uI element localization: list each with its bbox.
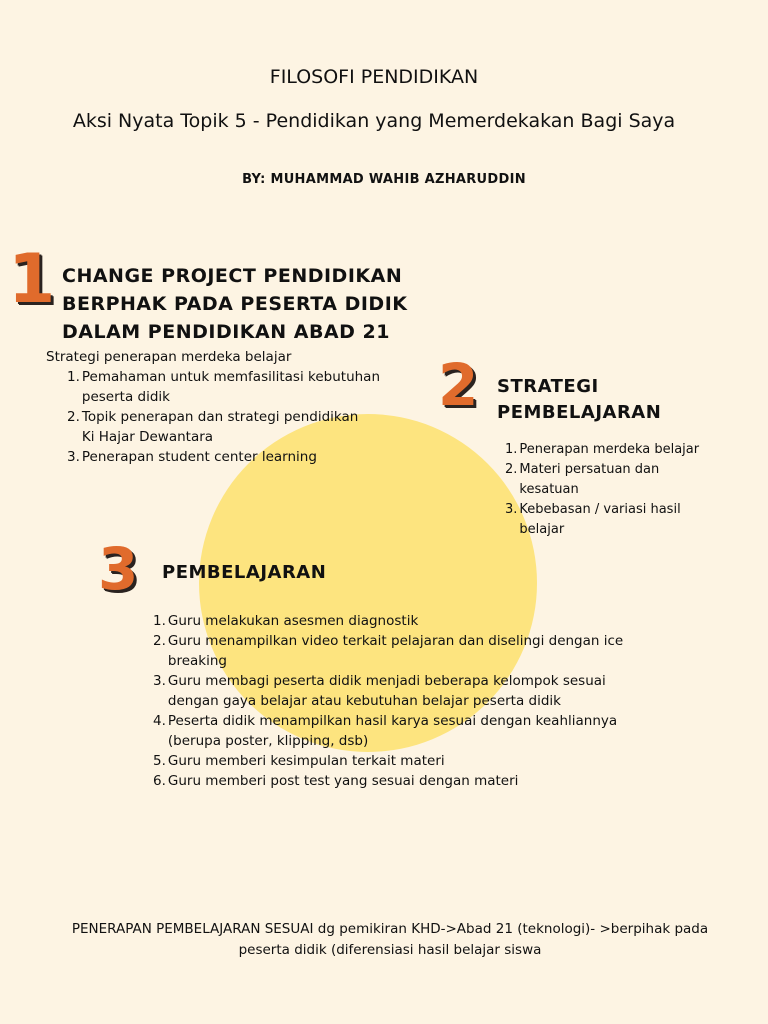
list-item: 3. Kebebasan / variasi hasil belajar xyxy=(505,502,681,537)
author-byline: BY: MUHAMMAD WAHIB AZHARUDDIN xyxy=(242,172,526,187)
section1-number: 1 xyxy=(8,240,56,319)
list-item: 1. Pemahaman untuk memfasilitasi kebutuhan peserta didik xyxy=(67,369,381,405)
footer-line: peserta didik (diferensiasi hasil belajar siswa xyxy=(238,942,542,958)
section1-heading-line: CHANGE PROJECT PENDIDIKAN xyxy=(62,265,403,287)
section1-list xyxy=(67,367,407,467)
list-item: 1. Penerapan merdeka belajar xyxy=(505,442,700,457)
section1-heading-line: DALAM PENDIDIKAN ABAD 21 xyxy=(62,321,390,343)
section2-list xyxy=(505,440,735,540)
page-subtitle: Aksi Nyata Topik 5 - Pendidikan yang Memerdekakan Bagi Saya xyxy=(72,110,676,132)
list-item: 2. Materi persatuan dan kesatuan xyxy=(505,462,660,497)
list-item: 2. Guru menampilkan video terkait pelajaran dan diselingi dengan ice breaking xyxy=(153,633,624,669)
section3-heading: PEMBELAJARAN xyxy=(162,562,327,583)
section1-intro: Strategi penerapan merdeka belajar xyxy=(46,349,292,365)
list-item: 2. Topik penerapan dan strategi pendidikan Ki Hajar Dewantara xyxy=(67,409,359,445)
list-item: 5. Guru memberi kesimpulan terkait materi xyxy=(153,753,445,769)
section3-number: 3 xyxy=(98,535,139,603)
section2-number: 2 xyxy=(438,351,479,419)
list-item: 3. Guru membagi peserta didik menjadi beberapa kelompok sesuai dengan gaya belajar atau kebutuhan belajar peserta didik xyxy=(153,673,606,709)
list-item: 3. Penerapan student center learning xyxy=(67,449,317,465)
section3-list xyxy=(153,611,663,791)
list-item: 1. Guru melakukan asesmen diagnostik xyxy=(153,613,419,629)
section1-heading-line: BERPHAK PADA PESERTA DIDIK xyxy=(62,293,408,315)
footer-line: PENERAPAN PEMBELAJARAN SESUAI dg pemikiran KHD->Abad 21 (teknologi)- >berpihak pada xyxy=(71,921,709,937)
section2-heading: STRATEGI PEMBELAJARAN xyxy=(497,376,662,423)
page-title: FILOSOFI PENDIDIKAN xyxy=(269,66,479,88)
footer-summary xyxy=(40,919,740,961)
section1-heading xyxy=(62,262,408,346)
list-item: 6. Guru memberi post test yang sesuai dengan materi xyxy=(153,773,519,789)
list-item: 4. Peserta didik menampilkan hasil karya sesuai dengan keahliannya (berupa poster, klipping, dsb) xyxy=(153,713,618,749)
